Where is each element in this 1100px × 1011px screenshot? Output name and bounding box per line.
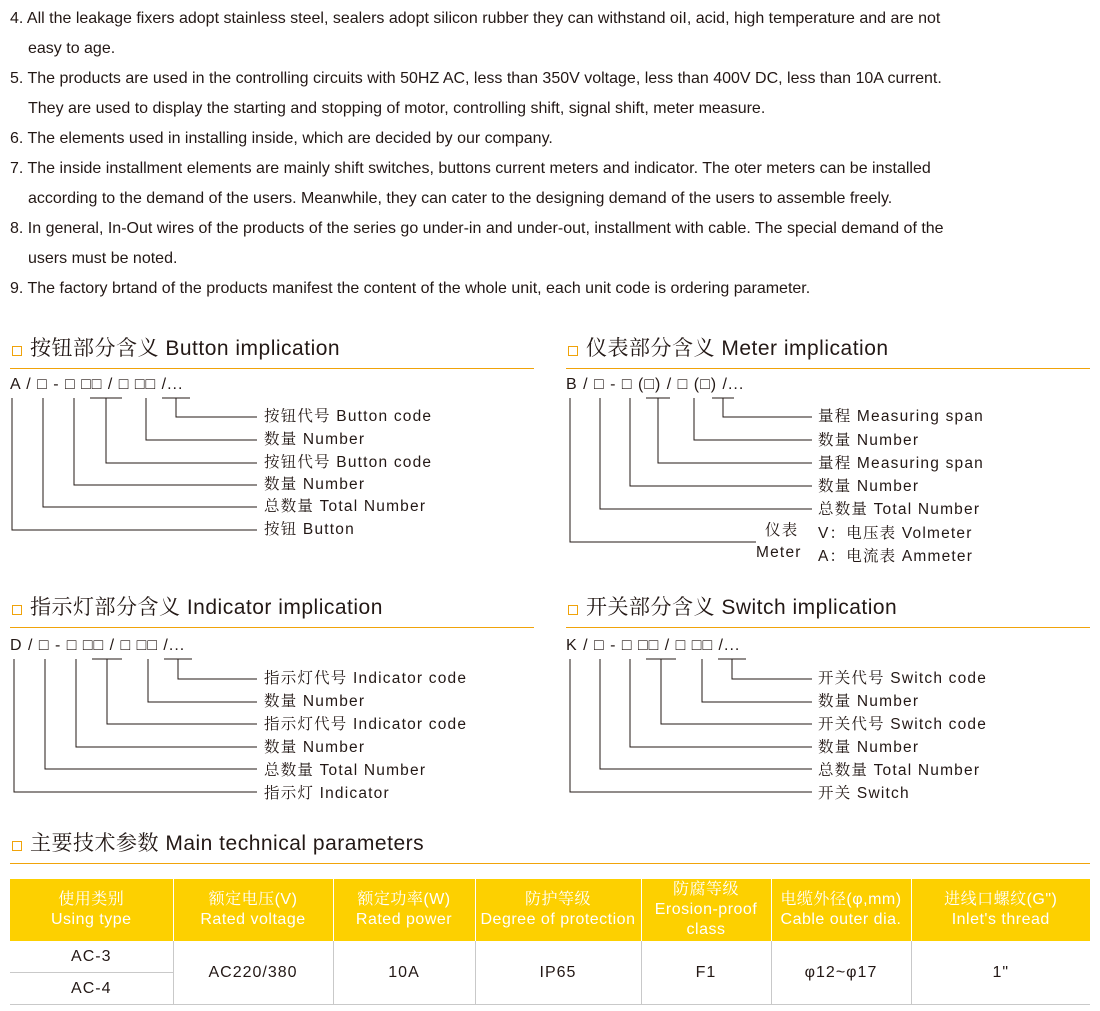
- meter-label-span-2: 量程 Measuring span: [818, 408, 984, 425]
- indicator-label-code-1: 指示灯代号 Indicator code: [264, 716, 468, 733]
- header-degree-of-protection: [475, 879, 641, 941]
- button-diagram: [10, 376, 534, 546]
- params-heading-text: 主要技术参数 Main technical parameters: [30, 832, 425, 855]
- note-7-line1: 7. The inside installment elements are mainly shift switches, buttons current meters and indicator. The oter meters can be installed: [10, 160, 931, 177]
- header-cn: 电缆外径(φ,mm): [780, 891, 902, 908]
- indicator-heading-text: 指示灯部分含义 Indicator implication: [30, 596, 383, 619]
- header-en: Rated voltage: [200, 911, 306, 928]
- header-rated-voltage: [173, 879, 333, 941]
- params-section-heading: [10, 829, 1090, 863]
- heading-rule: [10, 627, 534, 628]
- indicator-section-heading: [10, 593, 534, 627]
- button-label-number-1: 数量 Number: [264, 476, 366, 493]
- button-code-pattern: A / □ - □ □□ / □ □□ /...: [10, 376, 184, 393]
- note-9-line1: 9. The factory brtand of the products manifest the content of the whole unit, each unit code is ordering parameter.: [10, 280, 811, 297]
- header-en: Erosion-proof class: [654, 901, 758, 938]
- header-cn: 进线口螺纹(G"): [944, 891, 1058, 908]
- heading-rule: [10, 863, 1090, 864]
- indicator-label-total: 总数量 Total Number: [264, 762, 427, 779]
- square-bullet-icon: [568, 346, 578, 356]
- switch-label-number-1: 数量 Number: [818, 739, 920, 756]
- button-label-type: 按钮 Button: [264, 521, 355, 538]
- cable-dia-cell: φ12~φ17: [771, 941, 911, 1005]
- heading-rule: [566, 368, 1090, 369]
- note-7: [10, 154, 1090, 214]
- switch-code-pattern: K / □ - □ □□ / □ □□ /...: [566, 637, 741, 654]
- header-cn: 额定电压(V): [208, 891, 298, 908]
- type-ac4-cell: AC-4: [10, 973, 173, 1005]
- header-en: Degree of protection: [480, 911, 636, 928]
- meter-heading-text: 仪表部分含义 Meter implication: [586, 337, 889, 360]
- button-label-code-2: 按钮代号 Button code: [264, 408, 433, 425]
- note-4-line1: 4. All the leakage fixers adopt stainless steel, sealers adopt silicon rubber they can withstand oiI, acid, high temperature and are not: [10, 10, 941, 27]
- indicator-diagram: [10, 637, 534, 807]
- square-bullet-icon: [12, 605, 22, 615]
- heading-rule: [10, 368, 534, 369]
- inlet-thread-cell: 1": [911, 941, 1090, 1005]
- note-6-line1: 6. The elements used in installing inside, which are decided by our company.: [10, 130, 553, 147]
- meter-type-ammeter: A：电流表 Ammeter: [818, 548, 974, 565]
- rated-power-cell: 10A: [333, 941, 475, 1005]
- meter-connector-lines: [566, 376, 1090, 576]
- switch-diagram: [566, 637, 1090, 807]
- notes-list: [10, 4, 1090, 304]
- protection-cell: IP65: [475, 941, 641, 1005]
- switch-heading-text: 开关部分含义 Switch implication: [586, 596, 898, 619]
- note-8-line1: 8. In general, In-Out wires of the products of the series go under-in and under-out, installment with cable. The special demand of the: [10, 220, 944, 237]
- erosion-cell: F1: [641, 941, 771, 1005]
- indicator-label-number-2: 数量 Number: [264, 693, 366, 710]
- button-section-heading: [10, 334, 534, 368]
- square-bullet-icon: [568, 605, 578, 615]
- indicator-code-pattern: D / □ - □ □□ / □ □□ /...: [10, 637, 186, 654]
- meter-label-span-1: 量程 Measuring span: [818, 455, 984, 472]
- meter-diagram: [566, 376, 1090, 576]
- button-label-number-2: 数量 Number: [264, 431, 366, 448]
- header-cn: 防腐等级: [672, 881, 739, 898]
- meter-section-heading: [566, 334, 1090, 368]
- note-4: [10, 4, 1090, 64]
- header-cable-outer-dia: [771, 879, 911, 941]
- meter-type-voltmeter: V：电压表 Volmeter: [818, 525, 973, 542]
- note-5-line1: 5. The products are used in the controlling circuits with 50HZ AC, less than 350V voltage, less than 400V DC, less than 10A current.: [10, 70, 942, 87]
- header-en: Inlet's thread: [951, 911, 1050, 928]
- params-header-row: [10, 879, 1090, 941]
- switch-label-total: 总数量 Total Number: [818, 762, 981, 779]
- header-using-type: [10, 879, 173, 941]
- meter-label-total: 总数量 Total Number: [818, 501, 981, 518]
- header-en: Rated power: [355, 911, 453, 928]
- switch-section-heading: [566, 593, 1090, 627]
- note-5-line2: They are used to display the starting and stopping of motor, controlling shift, signal shift, meter measure.: [28, 100, 766, 117]
- square-bullet-icon: [12, 346, 22, 356]
- meter-type-label-cn: 仪表: [765, 522, 799, 539]
- rated-voltage-cell: AC220/380: [173, 941, 333, 1005]
- note-9: [10, 274, 1090, 304]
- indicator-label-type: 指示灯 Indicator: [264, 785, 390, 802]
- indicator-label-number-1: 数量 Number: [264, 739, 366, 756]
- indicator-label-code-2: 指示灯代号 Indicator code: [264, 670, 468, 687]
- heading-rule: [566, 627, 1090, 628]
- note-4-line2: easy to age.: [28, 40, 116, 57]
- switch-label-code-2: 开关代号 Switch code: [818, 670, 988, 687]
- header-en: Cable outer dia.: [780, 911, 902, 928]
- header-en: Using type: [50, 911, 132, 928]
- params-table: [10, 879, 1090, 1005]
- note-8: [10, 214, 1090, 274]
- meter-label-number-1: 数量 Number: [818, 478, 920, 495]
- header-cn: 额定功率(W): [357, 891, 451, 908]
- type-ac3-cell: AC-3: [10, 941, 173, 973]
- header-cn: 防护等级: [524, 891, 591, 908]
- switch-label-code-1: 开关代号 Switch code: [818, 716, 988, 733]
- meter-type-label-en: Meter: [756, 544, 802, 561]
- switch-label-type: 开关 Switch: [818, 785, 910, 802]
- header-cn: 使用类别: [58, 891, 125, 908]
- meter-label-number-2: 数量 Number: [818, 432, 920, 449]
- note-7-line2: according to the demand of the users. Meanwhile, they can cater to the designing demand of the users to assemble freely.: [28, 190, 893, 207]
- header-inlet-thread: [911, 879, 1090, 941]
- button-label-code-1: 按钮代号 Button code: [264, 454, 433, 471]
- button-heading-text: 按钮部分含义 Button implication: [30, 337, 341, 360]
- meter-code-pattern: B / □ - □ (□) / □ (□) /...: [566, 376, 745, 393]
- header-erosion-proof-class: [641, 879, 771, 941]
- note-6: [10, 124, 1090, 154]
- square-bullet-icon: [12, 841, 22, 851]
- header-rated-power: [333, 879, 475, 941]
- table-row: [10, 941, 1090, 973]
- note-8-line2: users must be noted.: [28, 250, 178, 267]
- switch-label-number-2: 数量 Number: [818, 693, 920, 710]
- button-label-total: 总数量 Total Number: [264, 498, 427, 515]
- note-5: [10, 64, 1090, 124]
